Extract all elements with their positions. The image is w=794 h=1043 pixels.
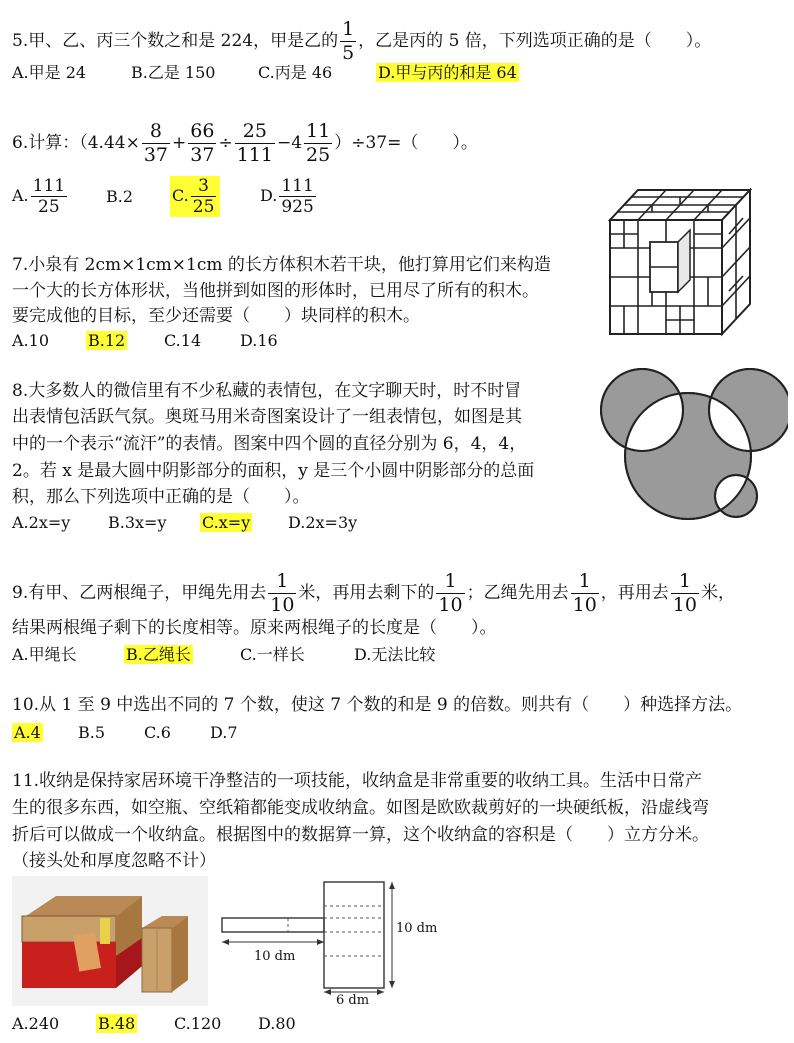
q11-line-4: （接头处和厚度忽略不计） (12, 851, 216, 871)
q5-option-c[interactable]: C.丙是 46 (258, 63, 333, 82)
q7-option-a[interactable]: A.10 (12, 331, 49, 350)
q6-option-b[interactable]: B.2 (106, 187, 134, 206)
q5-option-a[interactable]: A.甲是 24 (12, 63, 87, 82)
q7-line-2: 一个大的长方体形状，当他拼到如图的形体时，已用尽了所有的积木。 (12, 281, 539, 301)
q11-option-b-answer[interactable]: B.48 (98, 1014, 136, 1033)
q6-stem: 6.计算：（4.44× $\frac{8}{37}$ + $\frac{66}{37}$ ÷ $\frac{25}{111}$ −4 $\frac{11}{25}$ ）÷37=（ ）。 (12, 120, 478, 166)
q5-fraction: $\frac{1}{5}$ (342, 18, 355, 64)
q8-option-d[interactable]: D.2x=3y (288, 513, 358, 532)
q11-option-d[interactable]: D.80 (258, 1014, 296, 1033)
q10-option-a-answer[interactable]: A.4 (14, 723, 41, 742)
box-net-diagram (216, 876, 446, 1006)
q5-stem: 5.甲、乙、丙三个数之和是 224，甲是乙的 $\frac{1}{5}$ ，乙是丙的 5 倍，下列选项正确的是（ ）。 (12, 18, 712, 64)
q9-option-b-answer[interactable]: B.乙绳长 (126, 645, 191, 664)
q7-line-3: 要完成他的目标，至少还需要（ ）块同样的积木。 (12, 306, 420, 326)
q8-line-2: 出表情包活跃气氛。奥斑马用米奇图案设计了一组表情包，如图是其 (12, 407, 522, 427)
dim-strip-label: 10 dm (254, 949, 296, 964)
q11-option-c[interactable]: C.120 (174, 1014, 222, 1033)
q6-option-c-answer[interactable]: C. $\frac{3}{25}$ (170, 176, 220, 217)
q11-option-a[interactable]: A.240 (12, 1014, 60, 1033)
q10-option-c[interactable]: C.6 (144, 723, 171, 742)
q8-option-b[interactable]: B.3x=y (108, 513, 167, 532)
q11-line-3: 折后可以做成一个收纳盒。根据图中的数据算一算，这个收纳盒的容积是（ ）立方分米。 (12, 825, 709, 845)
q5-option-b[interactable]: B.乙是 150 (131, 63, 216, 82)
q10-option-b[interactable]: B.5 (78, 723, 106, 742)
q8-line-3: 中的一个表示“流汗”的表情。图案中四个圆的直径分别为 6，4，4， (12, 434, 527, 454)
q7-option-b-answer[interactable]: B.12 (88, 331, 126, 350)
q6-fraction-4: $\frac{11}{25}$ (306, 120, 331, 166)
q7-option-c[interactable]: C.14 (164, 331, 202, 350)
q8-option-c-answer[interactable]: C.x=y (202, 513, 251, 532)
q10-stem: 10.从 1 至 9 中选出不同的 7 个数，使这 7 个数的和是 9 的倍数。则共有（ ）种选择方法。 (12, 695, 743, 715)
q9-stem-line-2: 结果两根绳子剩下的长度相等。原来两根绳子的长度是（ ）。 (12, 618, 497, 638)
q8-line-5: 积，那么下列选项中正确的是（ ）。 (12, 487, 310, 507)
q9-option-c[interactable]: C.一样长 (240, 645, 305, 664)
block-cuboid-figure (600, 182, 770, 342)
q6-option-a[interactable]: A. $\frac{111}{25}$ (12, 176, 66, 217)
q5-option-d-answer[interactable]: D.甲与丙的和是 64 (378, 63, 517, 82)
q11-line-2: 生的很多东西，如空瓶、空纸箱都能变成收纳盒。如图是欧欧裁剪好的一块硬纸板，沿虚线弯 (12, 798, 709, 818)
q7-line-1: 7.小泉有 2cm×1cm×1cm 的长方体积木若干块，他打算用它们来构造 (12, 255, 551, 275)
q6-fraction-1: $\frac{8}{37}$ (143, 120, 169, 166)
storage-box-photo (12, 876, 208, 1006)
q6-option-d[interactable]: D. $\frac{111}{925}$ (260, 176, 314, 217)
dim-width-label: 6 dm (336, 993, 370, 1006)
q9-option-d[interactable]: D.无法比较 (354, 645, 436, 664)
q6-fraction-3: $\frac{25}{111}$ (236, 120, 273, 166)
q9-option-a[interactable]: A.甲绳长 (12, 645, 77, 664)
mickey-circles-figure (600, 366, 788, 524)
q11-line-1: 11.收纳是保持家居环境干净整洁的一项技能，收纳盒是非常重要的收纳工具。生活中日常产 (12, 771, 703, 791)
q8-line-4: 2。若 x 是最大圆中阴影部分的面积，y 是三个小圆中阴影部分的总面 (12, 461, 535, 481)
q7-option-d[interactable]: D.16 (240, 331, 278, 350)
q8-line-1: 8.大多数人的微信里有不少私藏的表情包，在文字聊天时，时不时冒 (12, 381, 522, 401)
dim-height-label: 10 dm (396, 921, 438, 936)
q8-option-a[interactable]: A.2x=y (12, 513, 71, 532)
q9-stem-line-1: 9.有甲、乙两根绳子，甲绳先用去 $\frac{1}{10}$ 米，再用去剩下的 $\frac{1}{10}$ ；乙绳先用去 $\frac{1}{10}$ ，再用去 $\frac{1}{10}$ 米， (12, 570, 735, 616)
q6-fraction-2: $\frac{66}{37}$ (190, 120, 215, 166)
q10-option-d[interactable]: D.7 (210, 723, 238, 742)
